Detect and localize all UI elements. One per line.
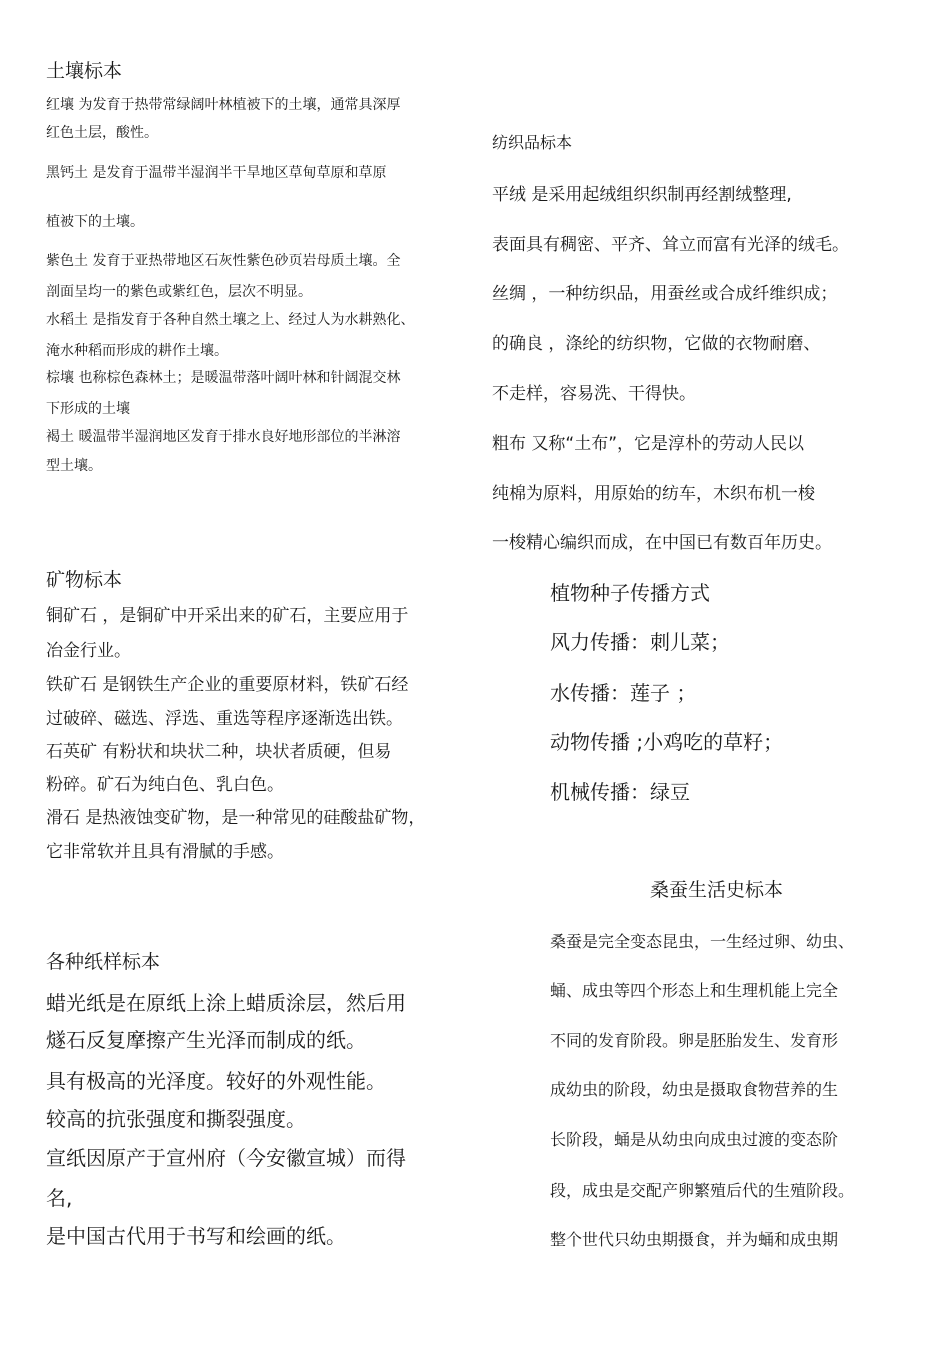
paper-section <box>46 0 466 1260</box>
paper-line: 具有极高的光泽度。较好的外观性能。 <box>46 1069 386 1093</box>
silkworm-line: 成幼虫的阶段，幼虫是摄取食物营养的生 <box>550 1080 839 1099</box>
silkworm-line: 蛹、成虫等四个形态上和生理机能上完全 <box>550 981 839 1000</box>
textile-line: 一梭精心编织而成，在中国已有数百年历史。 <box>492 533 832 553</box>
soil-line: 紫色土 发育于亚热带地区石灰性紫色砂页岩母质土壤。全 <box>46 253 401 269</box>
soil-line: 棕壤 也称棕色森林土；是暖温带落叶阔叶林和针阔混交林 <box>46 370 401 386</box>
mineral-line: 它非常软并且具有滑腻的手感。 <box>46 842 284 862</box>
soil-line: 植被下的土壤。 <box>46 214 144 230</box>
textile-line: 纯棉为原料，用原始的纺车，木织布机一梭 <box>492 484 815 504</box>
silkworm-line: 整个世代只幼虫期摄食，并为蛹和成虫期 <box>550 1230 839 1249</box>
paper-line: 宣纸因原产于宣州府（今安徽宣城）而得 <box>46 1146 406 1170</box>
silkworm-title: 桑蚕生活史标本 <box>650 879 784 901</box>
soil-line: 红色土层，酸性。 <box>46 125 158 141</box>
silkworm-line: 桑蚕是完全变态昆虫，一生经过卵、幼虫、 <box>550 932 855 951</box>
soil-line: 型土壤。 <box>46 458 102 474</box>
seed-line: 风力传播：刺儿菜； <box>550 630 730 654</box>
mineral-line: 铜矿石 ，是铜矿中开采出来的矿石，主要应用于 <box>46 606 409 626</box>
soil-line: 褐土 暖温带半湿润地区发育于排水良好地形部位的半淋溶 <box>46 429 401 445</box>
textile-line: 的确良 ，涤纶的纺织物，它做的衣物耐磨、 <box>492 334 821 354</box>
soil-line: 淹水种稻而形成的耕作土壤。 <box>46 343 228 359</box>
textile-title: 纺织品标本 <box>492 133 573 152</box>
mineral-line: 铁矿石 是钢铁生产企业的重要原材料，铁矿石经 <box>46 675 409 695</box>
mineral-line: 粉碎。矿石为纯白色、乳白色。 <box>46 775 284 795</box>
seed-line: 机械传播：绿豆 <box>550 780 690 804</box>
mineral-line: 滑石 是热液蚀变矿物，是一种常见的硅酸盐矿物， <box>46 808 426 828</box>
mineral-line: 石英矿 有粉状和块状二种，块状者质硬，但易 <box>46 742 392 762</box>
mineral-line: 冶金行业。 <box>46 641 131 661</box>
textile-line: 平绒 是采用起绒组织织制再经割绒整理, <box>492 185 792 205</box>
silkworm-line: 段，成虫是交配产卵繁殖后代的生殖阶段。 <box>550 1181 855 1200</box>
silkworm-line: 长阶段，蛹是从幼虫向成虫过渡的变态阶 <box>550 1130 839 1149</box>
soil-line: 黑钙土 是发育于温带半湿润半干旱地区草甸草原和草原 <box>46 165 387 181</box>
paper-line: 燧石反复摩擦产生光泽而制成的纸。 <box>46 1028 366 1052</box>
soil-line: 下形成的土壤 <box>46 401 130 417</box>
paper-line: 较高的抗张强度和撕裂强度。 <box>46 1107 306 1131</box>
textile-line: 不走样，容易洗、干得快。 <box>492 384 696 404</box>
paper-line: 名, <box>46 1186 73 1210</box>
mineral-title: 矿物标本 <box>46 569 123 591</box>
silkworm-line: 不同的发育阶段。卵是胚胎发生、发育形 <box>550 1031 839 1050</box>
seed-title: 植物种子传播方式 <box>550 581 710 605</box>
soil-line: 水稻土 是指发育于各种自然土壤之上、经过人为水耕熟化、 <box>46 312 415 328</box>
textile-line: 表面具有稠密、平齐、耸立而富有光泽的绒毛。 <box>492 235 849 255</box>
paper-title: 各种纸样标本 <box>46 951 161 973</box>
textile-line: 粗布 又称“土布”，它是淳朴的劳动人民以 <box>492 434 805 454</box>
paper-line: 蜡光纸是在原纸上涂上蜡质涂层，然后用 <box>46 991 406 1015</box>
soil-line: 剖面呈均一的紫色或紫红色，层次不明显。 <box>46 284 312 300</box>
seed-line: 水传播：莲子 ； <box>550 681 697 705</box>
soil-line: 红壤 为发育于热带常绿阔叶林植被下的土壤，通常具深厚 <box>46 97 401 113</box>
silkworm-section <box>550 0 910 1270</box>
seed-line: 动物传播 ;小鸡吃的草籽； <box>550 730 784 754</box>
mineral-line: 过破碎、磁选、浮选、重选等程序逐渐选出铁。 <box>46 709 403 729</box>
paper-line: 是中国古代用于书写和绘画的纸。 <box>46 1224 346 1248</box>
textile-line: 丝绸 ，一种纺织品，用蚕丝或合成纤维织成； <box>492 284 838 304</box>
soil-title: 土壤标本 <box>46 60 123 82</box>
